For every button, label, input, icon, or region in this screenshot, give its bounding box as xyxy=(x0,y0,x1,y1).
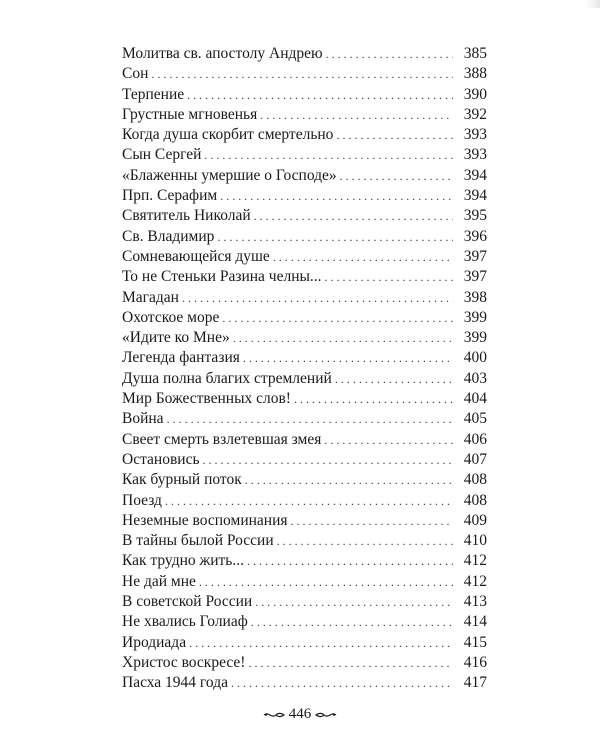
toc-entry-title: Мир Божественных слов! xyxy=(122,390,291,408)
toc-entry xyxy=(122,267,487,287)
toc-entry-title: Душа полна благих стремлений xyxy=(122,369,332,387)
toc-dot-leader xyxy=(321,430,453,450)
toc-entry-title: Св. Владимир xyxy=(122,227,215,245)
toc-entry-page: 393 xyxy=(463,146,487,164)
toc-dot-leader xyxy=(164,409,453,429)
toc-dot-leader xyxy=(148,64,453,84)
toc-entry xyxy=(122,470,487,490)
toc-dot-leader xyxy=(242,470,453,490)
toc-entry-page: 403 xyxy=(463,369,487,387)
toc-entry xyxy=(122,389,487,409)
toc-entry xyxy=(122,409,487,429)
toc-dot-leader xyxy=(214,227,453,247)
toc-entry-page: 412 xyxy=(463,572,487,590)
toc-dot-leader xyxy=(219,308,453,328)
toc-entry-page: 395 xyxy=(463,207,487,225)
toc-entry xyxy=(122,551,487,571)
toc-entry xyxy=(122,531,487,551)
toc-entry-title: Поезд xyxy=(122,491,162,509)
toc-dot-leader xyxy=(230,328,453,348)
toc-entry xyxy=(122,166,487,186)
toc-entry-title: Сомневающейся душе xyxy=(122,247,270,265)
toc-dot-leader xyxy=(333,125,453,145)
toc-entry-page: 394 xyxy=(463,187,487,205)
toc-entry-page: 414 xyxy=(463,613,487,631)
toc-entry-page: 415 xyxy=(463,633,487,651)
toc-entry-page: 397 xyxy=(463,268,487,286)
toc-entry xyxy=(122,44,487,64)
toc-dot-leader xyxy=(288,511,453,531)
toc-dot-leader xyxy=(179,288,453,308)
toc-entry-page: 408 xyxy=(463,491,487,509)
toc-entry-title: Охотское море xyxy=(122,308,220,326)
toc-entry xyxy=(122,511,487,531)
toc-entry-page: 392 xyxy=(463,105,487,123)
toc-entry-title: Магадан xyxy=(122,288,179,306)
toc-entry-title: То не Стеньки Разина челны... xyxy=(122,268,322,286)
toc-dot-leader xyxy=(322,267,453,287)
toc-entry xyxy=(122,288,487,308)
toc-dot-leader xyxy=(228,673,453,693)
toc-entry-title: Молитва св. апостолу Андрею xyxy=(122,45,323,62)
toc-entry-page: 404 xyxy=(463,390,487,408)
toc-entry-title: Легенда фантазия xyxy=(122,349,240,367)
toc-entry-title: Иродиада xyxy=(122,633,187,651)
toc-entry-page: 385 xyxy=(463,45,487,62)
toc-entry-title: Святитель Николай xyxy=(122,207,251,225)
toc-dot-leader xyxy=(245,653,453,673)
toc-dot-leader xyxy=(200,450,453,470)
toc-entry-page: 417 xyxy=(463,674,487,692)
toc-entry xyxy=(122,85,487,105)
toc-entry xyxy=(122,653,487,673)
toc-entry xyxy=(122,450,487,470)
toc-entry-page: 390 xyxy=(463,85,487,103)
toc-entry-title: Христос воскресе! xyxy=(122,653,246,671)
toc-entry-page: 400 xyxy=(463,349,487,367)
page-corner-shadow xyxy=(586,0,600,8)
toc-dot-leader xyxy=(323,44,453,64)
toc-entry-page: 412 xyxy=(463,552,487,570)
toc-entry xyxy=(122,633,487,653)
toc-entry-title: Не дай мне xyxy=(122,572,196,590)
toc-entry-page: 396 xyxy=(463,227,487,245)
toc-dot-leader xyxy=(196,572,453,592)
toc-entry-page: 408 xyxy=(463,471,487,489)
toc-dot-leader xyxy=(257,105,453,125)
toc-entry-page: 406 xyxy=(463,430,487,448)
toc-entry-page: 397 xyxy=(463,247,487,265)
toc-entry xyxy=(122,673,487,693)
toc-dot-leader xyxy=(186,633,453,653)
toc-dot-leader xyxy=(274,531,453,551)
toc-dot-leader xyxy=(217,186,453,206)
toc-dot-leader xyxy=(248,612,453,632)
toc-entry-page: 398 xyxy=(463,288,487,306)
toc-entry-page: 393 xyxy=(463,126,487,144)
toc-entry-title: Как бурный поток xyxy=(122,471,242,489)
toc-entry-title: В тайны былой России xyxy=(122,532,274,550)
toc-dot-leader xyxy=(240,348,453,368)
toc-entry-title: Пасха 1944 года xyxy=(122,674,228,692)
toc-entry xyxy=(122,348,487,368)
toc-entry-title: Свеет смерть взлетевшая змея xyxy=(122,430,322,448)
toc-dot-leader xyxy=(201,145,453,165)
toc-entry xyxy=(122,186,487,206)
toc-entry xyxy=(122,145,487,165)
page-footer xyxy=(0,706,600,723)
toc-dot-leader xyxy=(184,85,453,105)
toc-entry-title: Сын Сергей xyxy=(122,146,202,164)
toc-entry xyxy=(122,328,487,348)
toc-entry-title: В советской России xyxy=(122,593,253,611)
toc-entry-page: 416 xyxy=(463,653,487,671)
toc-entry xyxy=(122,125,487,145)
toc-entry xyxy=(122,206,487,226)
toc-entry-page: 399 xyxy=(463,308,487,326)
toc-entry-page: 409 xyxy=(463,511,487,529)
table-of-contents xyxy=(122,44,487,694)
toc-entry-title: Грустные мгновенья xyxy=(122,105,258,123)
toc-dot-leader xyxy=(270,247,453,267)
toc-entry-title: Прп. Серафим xyxy=(122,187,218,205)
toc-entry xyxy=(122,592,487,612)
toc-entry-page: 405 xyxy=(463,410,487,428)
toc-entry-title: Остановись xyxy=(122,450,200,468)
toc-entry-page: 410 xyxy=(463,532,487,550)
toc-entry-title: Как трудно жить... xyxy=(122,552,244,570)
flourish-left-icon xyxy=(263,710,285,720)
flourish-right-icon xyxy=(315,710,337,720)
toc-entry xyxy=(122,369,487,389)
toc-entry xyxy=(122,572,487,592)
toc-entry xyxy=(122,247,487,267)
toc-entry-title: Сон xyxy=(122,65,149,83)
toc-entry-page: 413 xyxy=(463,593,487,611)
toc-dot-leader xyxy=(332,369,453,389)
toc-dot-leader xyxy=(252,592,453,612)
toc-entry-page: 394 xyxy=(463,166,487,184)
toc-entry xyxy=(122,105,487,125)
toc-dot-leader xyxy=(291,389,453,409)
page-number: 446 xyxy=(288,706,312,722)
toc-entry-page: 407 xyxy=(463,450,487,468)
toc-entry xyxy=(122,64,487,84)
toc-entry xyxy=(122,227,487,247)
toc-entry-title: Война xyxy=(122,410,164,428)
toc-entry-title: Когда душа скорбит смертельно xyxy=(122,126,334,144)
toc-entry xyxy=(122,491,487,511)
toc-dot-leader xyxy=(337,166,453,186)
toc-dot-leader xyxy=(251,206,453,226)
toc-entry-title: Неземные воспоминания xyxy=(122,511,288,529)
toc-entry-title: Терпение xyxy=(122,85,185,103)
toc-entry-title: «Идите ко Мне» xyxy=(122,329,230,347)
toc-dot-leader xyxy=(244,551,453,571)
toc-entry xyxy=(122,612,487,632)
toc-entry-page: 388 xyxy=(463,65,487,83)
toc-entry xyxy=(122,308,487,328)
toc-entry-page: 399 xyxy=(463,329,487,347)
toc-entry xyxy=(122,430,487,450)
toc-dot-leader xyxy=(162,491,453,511)
toc-entry-title: Не хвались Голиаф xyxy=(122,613,248,631)
toc-entry-title: «Блаженны умершие о Господе» xyxy=(122,166,337,184)
